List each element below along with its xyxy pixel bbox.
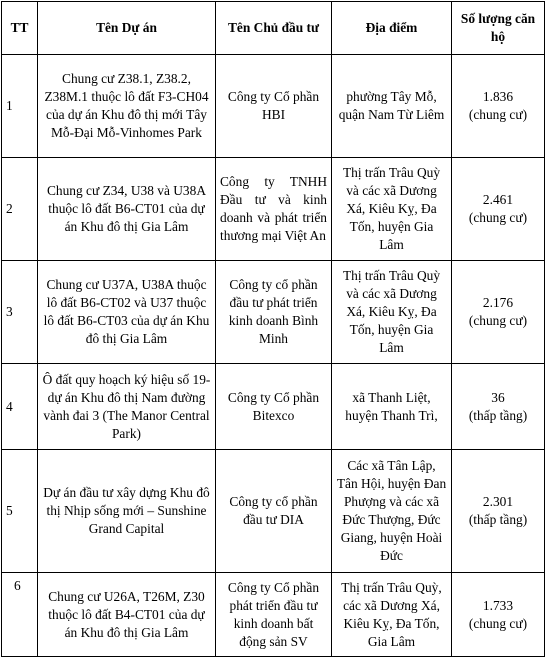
- apartment-type: (thấp tầng): [468, 407, 528, 423]
- table-row: [2, 573, 545, 657]
- apartment-type: (chung cư): [468, 313, 528, 328]
- row-number: 6: [2, 573, 38, 657]
- investor-name: Công ty Cổ phần HBI: [216, 55, 332, 158]
- header-row: [2, 2, 545, 55]
- project-name: Chung cư U37A, U38A thuộc lô đất B6-CT02 và U37 thuộc lô đất B6-CT03 của dự án Khu đô thị Gia Lâm: [38, 261, 216, 364]
- investor-name: Công ty cổ phần đầu tư DIA: [216, 450, 332, 573]
- project-name: Chung cư U26A, T26M, Z30 thuộc lô đất B4-CT01 của dự án Khu đô thị Gia Lâm: [38, 573, 216, 657]
- apartment-count: [452, 158, 545, 261]
- apartment-count: [452, 573, 545, 657]
- apartment-type: (chung cư): [468, 210, 528, 225]
- table-row: [2, 158, 545, 261]
- row-number: 3: [2, 261, 38, 364]
- project-name: Chung cư Z34, U38 và U38A thuộc lô đất B6-CT01 của dự án Khu đô thị Gia Lâm: [38, 158, 216, 261]
- table-row: [2, 261, 545, 364]
- row-number: 5: [2, 450, 38, 573]
- apartment-count-value: 1.733: [482, 597, 514, 613]
- project-name: Dự án đầu tư xây dựng Khu đô thị Nhịp sống mới – Sunshine Grand Capital: [38, 450, 216, 573]
- project-location: xã Thanh Liệt, huyện Thanh Trì,: [332, 364, 452, 450]
- apartment-type: (chung cư): [468, 615, 528, 631]
- apartment-count-value: 2.461: [482, 192, 514, 207]
- row-number: 1: [2, 55, 38, 158]
- project-location: Thị trấn Trâu Quỳ, các xã Dương Xá, Kiêu Kỵ, Đa Tốn, Gia Lâm: [332, 573, 452, 657]
- header-quantity: Số lượng căn hộ: [452, 2, 545, 55]
- investor-name: Công ty Cổ phần phát triển đầu tư kinh doanh bất động sản SV: [216, 573, 332, 657]
- header-investor: Tên Chủ đầu tư: [216, 2, 332, 55]
- project-location: Các xã Tân Lập, Tân Hội, huyện Đan Phượng và các xã Đức Thượng, Đức Giang, huyện Hoài Đức: [332, 450, 452, 573]
- project-name: Chung cư Z38.1, Z38.2, Z38M.1 thuộc lô đất F3-CH04 của dự án Khu đô thị mới Tây Mỗ-Đại Mỗ-Vinhomes Park: [38, 55, 216, 158]
- table-row: [2, 450, 545, 573]
- project-table: [1, 1, 545, 657]
- project-location: Thị trấn Trâu Quỳ và các xã Dương Xá, Kiêu Kỵ, Đa Tốn, huyện Gia Lâm: [332, 158, 452, 261]
- apartment-count: [452, 261, 545, 364]
- apartment-count: [452, 450, 545, 573]
- row-number: 2: [2, 158, 38, 261]
- apartment-count-value: 36: [491, 389, 505, 405]
- investor-name: Công ty Cổ phần Bitexco: [216, 364, 332, 450]
- apartment-type: (chung cư): [468, 107, 528, 122]
- investor-name: Công ty cổ phần đầu tư phát triển kinh doanh Bình Minh: [216, 261, 332, 364]
- apartment-type: (thấp tầng): [468, 512, 528, 527]
- apartment-count-value: 1.836: [482, 89, 514, 104]
- table-row: [2, 364, 545, 450]
- header-location: Địa điểm: [332, 2, 452, 55]
- apartment-count: [452, 364, 545, 450]
- project-name: Ô đất quy hoạch ký hiệu số 19-dự án Khu đô thị Nam đường vành đai 3 (The Manor Central Park): [38, 364, 216, 450]
- project-location: Thị trấn Trâu Quỳ và các xã Dương Xá, Kiêu Kỵ, Đa Tốn, huyện Gia Lâm: [332, 261, 452, 364]
- header-tt: TT: [2, 2, 38, 55]
- table-row: [2, 55, 545, 158]
- project-location: phường Tây Mỗ, quận Nam Từ Liêm: [332, 55, 452, 158]
- header-project: Tên Dự án: [38, 2, 216, 55]
- investor-name: Công ty TNHH Đầu tư và kinh doanh và phát triển thương mại Việt An: [216, 158, 332, 261]
- row-number: 4: [2, 364, 38, 450]
- apartment-count-value: 2.176: [482, 295, 514, 310]
- apartment-count-value: 2.301: [482, 494, 514, 509]
- apartment-count: [452, 55, 545, 158]
